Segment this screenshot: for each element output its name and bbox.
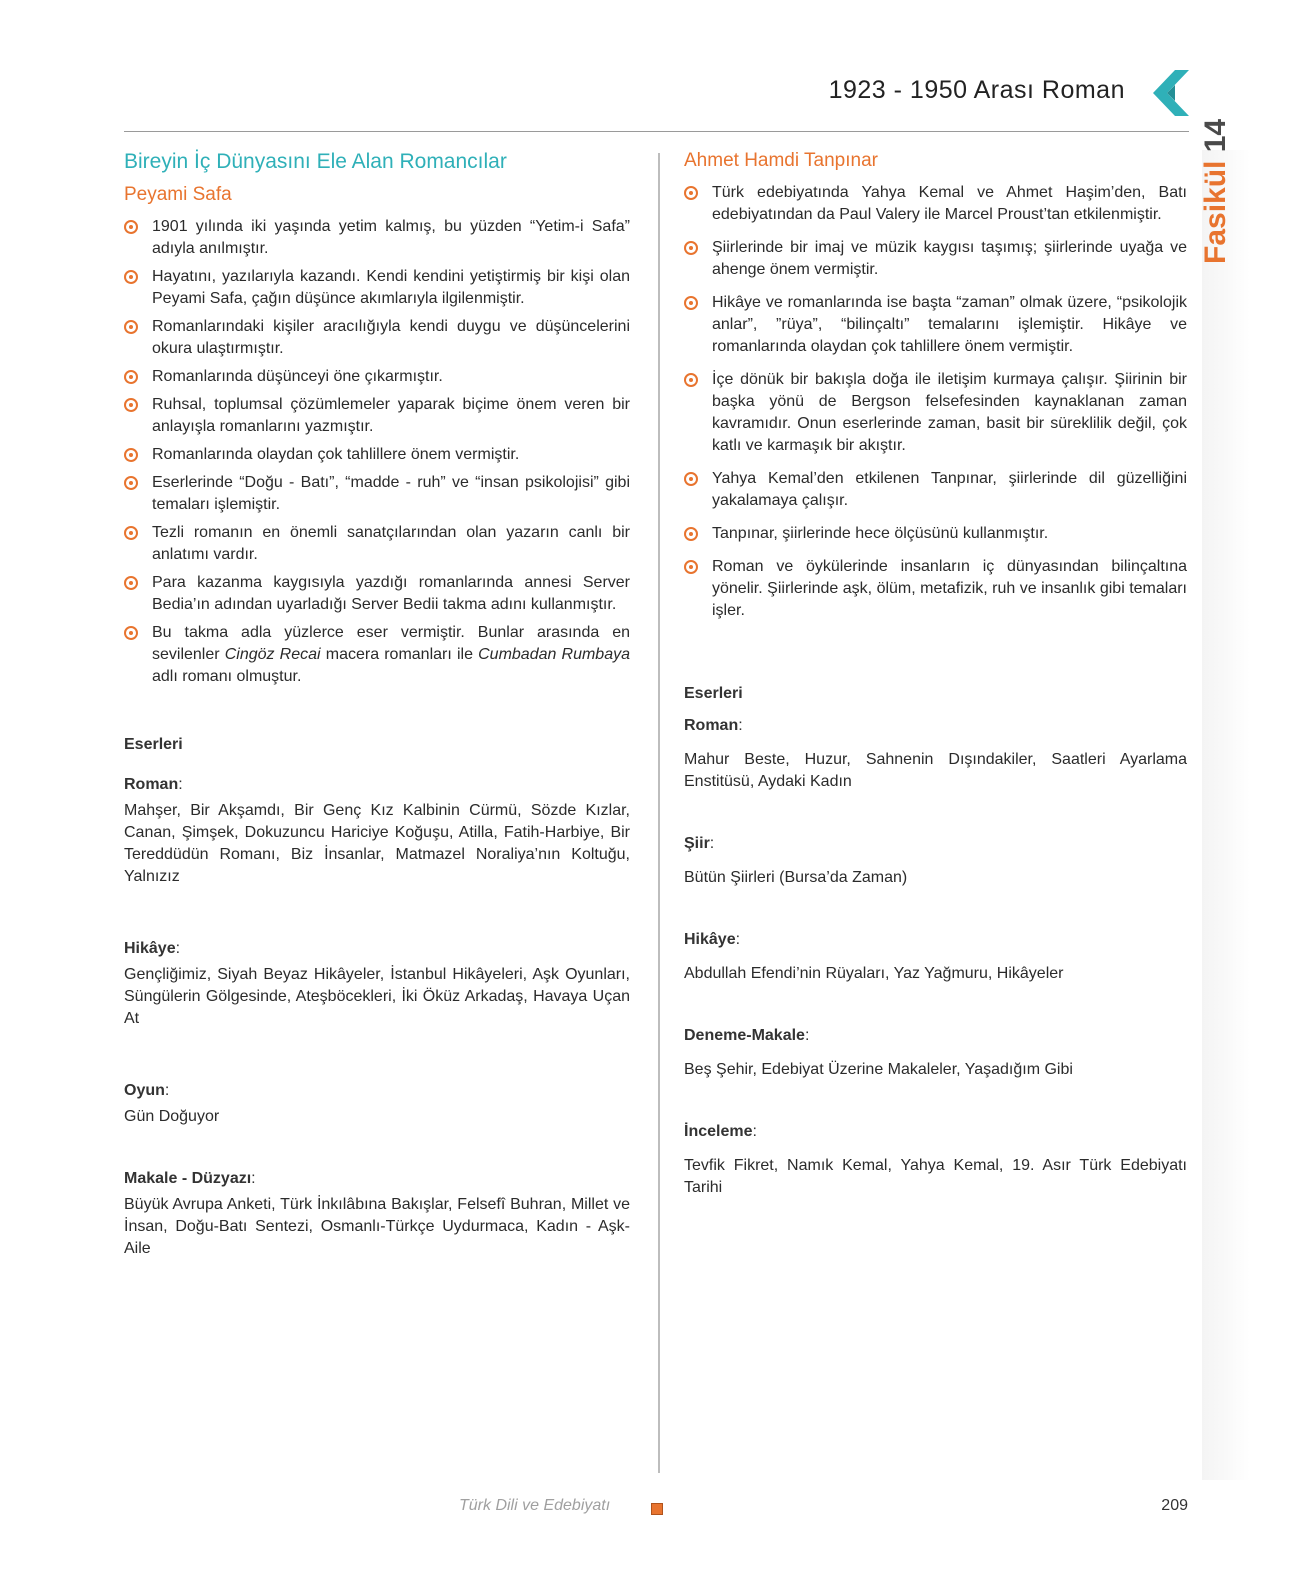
works-heading: Eserleri bbox=[684, 685, 743, 702]
footer-square-icon bbox=[651, 1503, 663, 1515]
fasikul-number: 14 bbox=[1199, 118, 1232, 153]
works-category: Deneme-Makale: bbox=[684, 1027, 810, 1044]
works-category: Roman: bbox=[124, 776, 183, 793]
fasikul-badge bbox=[1199, 118, 1244, 264]
bullet-icon bbox=[124, 448, 138, 462]
works-category: Roman: bbox=[684, 717, 743, 734]
list-item: Tanpınar, şiirlerinde hece ölçüsünü kullanmıştır. bbox=[684, 523, 1187, 545]
footer-subject: Türk Dili ve Edebiyatı bbox=[459, 1497, 611, 1514]
list-item: Eserlerinde “Doğu - Batı”, “madde - ruh” ve “insan psikolojisi” gibi temaları işlemiştir. bbox=[124, 472, 630, 516]
list-item: Ruhsal, toplumsal çözümlemeler yaparak biçime önem veren bir anlayışla romanlarını yazmıştır. bbox=[124, 394, 630, 438]
works-category: Hikâye: bbox=[124, 940, 181, 957]
works-list: Mahur Beste, Huzur, Sahnenin Dışındakiler, Saatleri Ayarlama Enstitüsü, Aydaki Kadın bbox=[684, 751, 1187, 790]
works-heading: Eserleri bbox=[124, 736, 183, 753]
page-number: 209 bbox=[1161, 1497, 1188, 1514]
author-heading: Peyami Safa bbox=[124, 184, 232, 205]
bullet-icon bbox=[684, 560, 698, 574]
author-heading: Ahmet Hamdi Tanpınar bbox=[684, 150, 878, 171]
bullet-icon bbox=[124, 370, 138, 384]
fasikul-brand: Fasikül bbox=[1199, 160, 1232, 264]
works-list: Tevfik Fikret, Namık Kemal, Yahya Kemal, 19. Asır Türk Edebiyatı Tarihi bbox=[684, 1157, 1187, 1196]
list-item: Hikâye ve romanlarında ise başta “zaman” olmak üzere, “psikolojik anlar”, ”rüya”, “bilinçaltı” temalarını işlemiştir. Hikâye ve romanlarında olaydan çok tahlillere önem vermiştir. bbox=[684, 292, 1187, 358]
side-strip bbox=[1202, 150, 1250, 1480]
bullet-icon bbox=[124, 476, 138, 490]
bullet-icon bbox=[124, 320, 138, 334]
works-category: Şiir: bbox=[684, 835, 715, 852]
list-item: Romanlarında olaydan çok tahlillere önem vermiştir. bbox=[124, 444, 630, 466]
list-item: Romanlarında düşünceyi öne çıkarmıştır. bbox=[124, 366, 630, 388]
right-column bbox=[684, 150, 1187, 1199]
works-category: İnceleme: bbox=[684, 1123, 757, 1140]
works-category: Oyun: bbox=[124, 1082, 170, 1099]
list-item: Türk edebiyatında Yahya Kemal ve Ahmet Haşim’den, Batı edebiyatından da Paul Valery ile Marcel Proust’tan etkilenmiştir. bbox=[684, 182, 1187, 226]
works-category: Makale - Düzyazı: bbox=[124, 1170, 256, 1187]
bullet-icon bbox=[124, 220, 138, 234]
list-item: Roman ve öykülerinde insanların iç dünyasından bilinçaltına yönelir. Şiirlerinde aşk, ölüm, metafizik, ruh ve insanlık gibi temaları işler. bbox=[684, 556, 1187, 622]
svg-text:Fasikül 14 bbox=[1199, 119, 1232, 264]
list-item: Romanlarındaki kişiler aracılığıyla kendi duygu ve düşüncelerini okura ulaştırmıştır. bbox=[124, 316, 630, 360]
bullet-icon bbox=[684, 472, 698, 486]
column-divider bbox=[658, 153, 660, 1473]
page-title: 1923 - 1950 Arası Roman bbox=[828, 76, 1125, 104]
works-list: Gençliğimiz, Siyah Beyaz Hikâyeler, İstanbul Hikâyeleri, Aşk Oyunları, Süngülerin Gölgesinde, Ateşböcekleri, İki Öküz Arkadaş, Havaya Uçan At bbox=[124, 966, 630, 1027]
chevron-left-icon bbox=[1145, 70, 1189, 116]
left-column bbox=[124, 150, 630, 1260]
bullet-icon bbox=[684, 373, 698, 387]
bullet-list bbox=[124, 216, 630, 688]
works-list: Büyük Avrupa Anketi, Türk İnkılâbına Bakışlar, Felsefî Buhran, Millet ve İnsan, Doğu-Batı Sentezi, Osmanlı-Türkçe Uydurmaca, Kadın - Aşk- Aile bbox=[124, 1196, 630, 1257]
bullet-icon bbox=[684, 241, 698, 255]
bullet-icon bbox=[684, 527, 698, 541]
bullet-icon bbox=[124, 626, 138, 640]
works-list: Beş Şehir, Edebiyat Üzerine Makaleler, Yaşadığım Gibi bbox=[684, 1061, 1073, 1078]
list-item: Bu takma adla yüzlerce eser vermiştir. Bunlar arasında en sevilenler Cingöz Recai macera romanları ile Cumbadan Rumbaya adlı romanı olmuştur. bbox=[124, 622, 630, 688]
works-list: Abdullah Efendi’nin Rüyaları, Yaz Yağmuru, Hikâyeler bbox=[684, 965, 1064, 982]
works-category: Hikâye: bbox=[684, 931, 741, 948]
bullet-icon bbox=[124, 526, 138, 540]
bullet-list bbox=[684, 182, 1187, 622]
bullet-icon bbox=[124, 398, 138, 412]
list-item: 1901 yılında iki yaşında yetim kalmış, bu yüzden “Yetim-i Safa” adıyla anılmıştır. bbox=[124, 216, 630, 260]
works-list: Bütün Şiirleri (Bursa’da Zaman) bbox=[684, 869, 908, 886]
bullet-icon bbox=[124, 270, 138, 284]
header-rule bbox=[124, 131, 1189, 132]
list-item: Tezli romanın en önemli sanatçılarından olan yazarın canlı bir anlatımı vardır. bbox=[124, 522, 630, 566]
list-item: Hayatını, yazılarıyla kazandı. Kendi kendini yetiştirmiş bir kişi olan Peyami Safa, çağın düşünce akımlarıyla ilgilenmiştir. bbox=[124, 266, 630, 310]
list-item: Yahya Kemal’den etkilenen Tanpınar, şiirlerinde dil güzelliğini yakalamaya çalışır. bbox=[684, 468, 1187, 512]
bullet-icon bbox=[684, 186, 698, 200]
list-item: Para kazanma kaygısıyla yazdığı romanlarında annesi Server Bedia’ın adından uyarladığı Server Bedii takma adını kullanmıştır. bbox=[124, 572, 630, 616]
section-title: Bireyin İç Dünyasını Ele Alan Romancılar bbox=[124, 150, 507, 173]
works-list: Gün Doğuyor bbox=[124, 1108, 220, 1125]
list-item: Şiirlerinde bir imaj ve müzik kaygısı taşımış; şiirlerinde uyağa ve ahenge önem vermiştir. bbox=[684, 237, 1187, 281]
list-item: İçe dönük bir bakışla doğa ile iletişim kurmaya çalışır. Şiirinin bir başka yönü de Bergson felsefesinden kaynaklanan zaman kavramıdır. Onun eserlerinde zaman, basit bir süreklilik değil, çok katlı ve karmaşık bir akıştır. bbox=[684, 369, 1187, 457]
bullet-icon bbox=[124, 576, 138, 590]
bullet-icon bbox=[684, 296, 698, 310]
works-list: Mahşer, Bir Akşamdı, Bir Genç Kız Kalbinin Cürmü, Sözde Kızlar, Canan, Şimşek, Dokuzuncu Hariciye Koğuşu, Atilla, Fatih-Harbiye, Bir Tereddüdün Romanı, Biz İnsanlar, Matmazel Noraliya’nın Koltuğu, Yalnızız bbox=[124, 802, 630, 885]
